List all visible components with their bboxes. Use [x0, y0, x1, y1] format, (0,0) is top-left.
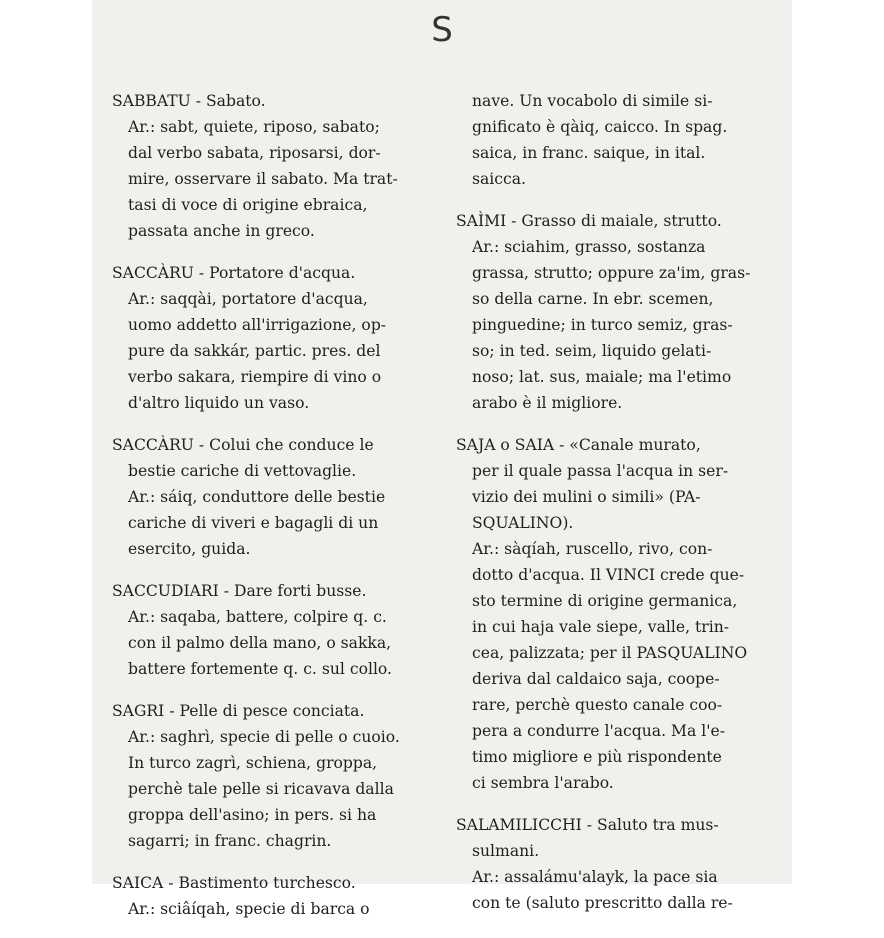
entry-line: cea, palizzata; per il PASQUALINO — [472, 644, 748, 662]
dictionary-page — [92, 0, 792, 918]
entry-line: Ar.: saghrì, specie di pelle o cuoio. — [128, 728, 400, 746]
entry-line: perchè tale pelle si ricavava dalla — [128, 780, 394, 798]
entry-line: Ar.: sabt, quiete, riposo, sabato; — [128, 118, 380, 136]
entry-line: sto termine di origine germanica, — [472, 592, 738, 610]
entry-line: ci sembra l'arabo. — [472, 774, 614, 792]
entry-line: Ar.: sàqíah, ruscello, rivo, con- — [472, 540, 713, 558]
entry-line: Ar.: saqaba, battere, colpire q. c. — [128, 608, 387, 626]
entry-line: SACCÀRU - Portatore d'acqua. — [112, 264, 356, 282]
entry-line: SACCUDIARI - Dare forti busse. — [112, 582, 367, 600]
entry-line: gnificato è qàiq, caicco. In spag. — [472, 118, 728, 136]
entry-line: grassa, strutto; oppure za'im, gras- — [472, 264, 751, 282]
entry-line: verbo sakara, riempire di vino o — [128, 368, 382, 386]
entry-line: SAJA o SAIA - «Canale murato, — [456, 436, 701, 454]
entry-line: battere fortemente q. c. sul collo. — [128, 660, 392, 678]
entry-line: rare, perchè questo canale coo- — [472, 696, 723, 714]
entry-line: Ar.: assalámu'alayk, la pace sia — [472, 868, 718, 886]
entry-line: bestie cariche di vettovaglie. — [128, 462, 357, 480]
entry-line: SAICA - Bastimento turchesco. — [112, 874, 356, 892]
entry-line: cariche di viveri e bagagli di un — [128, 514, 379, 532]
dictionary-entry-saccaru-2 — [112, 432, 434, 562]
entry-line: d'altro liquido un vaso. — [128, 394, 310, 412]
entry-line: passata anche in greco. — [128, 222, 315, 240]
entry-line: arabo è il migliore. — [472, 394, 623, 412]
dictionary-entry-sabbatu — [112, 88, 434, 244]
entry-line: nave. Un vocabolo di simile si- — [472, 92, 713, 110]
entry-line: con il palmo della mano, o sakka, — [128, 634, 392, 652]
right-column — [456, 88, 776, 932]
entry-line: con te (saluto prescritto dalla re- — [472, 894, 733, 912]
entry-line: deriva dal caldaico saja, coope- — [472, 670, 720, 688]
left-column — [112, 88, 434, 938]
entry-line: uomo addetto all'irrigazione, op- — [128, 316, 387, 334]
entry-line: Ar.: sáiq, conduttore delle bestie — [128, 488, 386, 506]
dictionary-entry-saja — [456, 432, 776, 796]
dictionary-entry-salamilicchi — [456, 812, 776, 916]
entry-line: saicca. — [472, 170, 527, 188]
entry-line: mire, osservare il sabato. Ma trat- — [128, 170, 398, 188]
entry-line: sagarri; in franc. chagrin. — [128, 832, 332, 850]
entry-line: pera a condurre l'acqua. Ma l'e- — [472, 722, 725, 740]
entry-line: groppa dell'asino; in pers. si ha — [128, 806, 377, 824]
entry-line: timo migliore e più rispondente — [472, 748, 722, 766]
entry-line: dal verbo sabata, riposarsi, dor- — [128, 144, 381, 162]
entry-line: dotto d'acqua. Il VINCI crede que- — [472, 566, 745, 584]
entry-line: pinguedine; in turco semiz, gras- — [472, 316, 733, 334]
entry-line: noso; lat. sus, maiale; ma l'etimo — [472, 368, 732, 386]
entry-line: so della carne. In ebr. scemen, — [472, 290, 714, 308]
entry-line: per il quale passa l'acqua in ser- — [472, 462, 729, 480]
entry-line: tasi di voce di origine ebraica, — [128, 196, 368, 214]
dictionary-entry-saica-cont — [456, 88, 776, 192]
section-letter: S — [431, 10, 453, 50]
entry-line: vizio dei mulini o simili» (PA- — [472, 488, 701, 506]
entry-line: Ar.: sciahim, grasso, sostanza — [472, 238, 706, 256]
dictionary-entry-saccudiari — [112, 578, 434, 682]
dictionary-entry-saccaru-1 — [112, 260, 434, 416]
entry-line: SABBATU - Sabato. — [112, 92, 266, 110]
entry-line: saica, in franc. saique, in ital. — [472, 144, 706, 162]
dictionary-entry-sagri — [112, 698, 434, 854]
entry-line: pure da sakkár, partic. pres. del — [128, 342, 381, 360]
entry-line: Ar.: sciâíqah, specie di barca o — [128, 900, 370, 918]
entry-line: so; in ted. seim, liquido gelati- — [472, 342, 712, 360]
entry-line: In turco zagrì, schiena, groppa, — [128, 754, 378, 772]
dictionary-entry-saica — [112, 870, 434, 922]
entry-line: in cui haja vale siepe, valle, trin- — [472, 618, 729, 636]
entry-line: Ar.: saqqài, portatore d'acqua, — [128, 290, 368, 308]
entry-line: SALAMILICCHI - Saluto tra mus- — [456, 816, 719, 834]
entry-line: SQUALINO). — [472, 514, 574, 532]
entry-line: sulmani. — [472, 842, 540, 860]
entry-line: SAÌMI - Grasso di maiale, strutto. — [456, 212, 722, 230]
entry-line: esercito, guida. — [128, 540, 251, 558]
entry-line: SACCÀRU - Colui che conduce le — [112, 436, 374, 454]
entry-line: SAGRI - Pelle di pesce conciata. — [112, 702, 365, 720]
dictionary-entry-saimi — [456, 208, 776, 416]
